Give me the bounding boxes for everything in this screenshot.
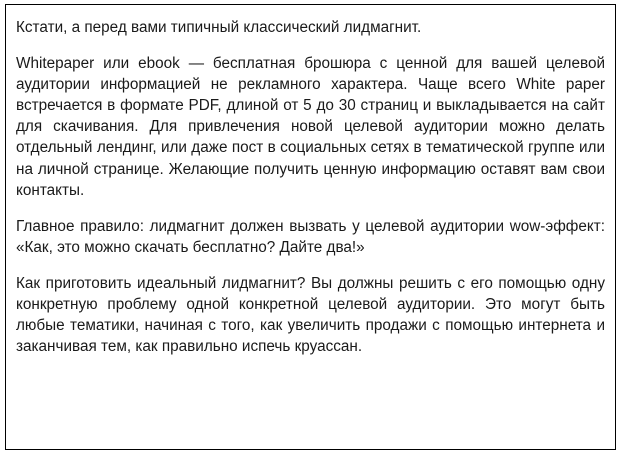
intro-paragraph: Кстати, а перед вами типичный классический лидмагнит. [16, 19, 422, 36]
main-rule-paragraph: Главное правило: лидмагнит должен вызвать у целевой аудитории wow-эффект: «Как, это можно скачать бесплатно? Дайте два!» [16, 217, 605, 256]
how-to-paragraph: Как приготовить идеальный лидмагнит? Вы должны решить с его помощью одну конкретную проблему одной конкретной целевой аудитории. Это могут быть любые тематики, начиная с того, как увеличить продажи с помощью интернета и заканчивая тем, как правильно испечь круассан. [16, 274, 605, 356]
text-box [5, 4, 616, 450]
whitepaper-paragraph: Whitepaper или ebook — бесплатная брошюра с ценной для вашей целевой аудитории информацией не рекламного характера. Чаще всего White paper встречается в формате PDF, длиной от 5 до 30 страниц и выкладывается на сайт для скачивания. Для привлечения новой целевой аудитории можно делать отдельный лендинг, или даже пост в социальных сетях в тематической группе или на личной странице. Желающие получить ценную информацию оставят вам свои контакты. [16, 55, 605, 199]
